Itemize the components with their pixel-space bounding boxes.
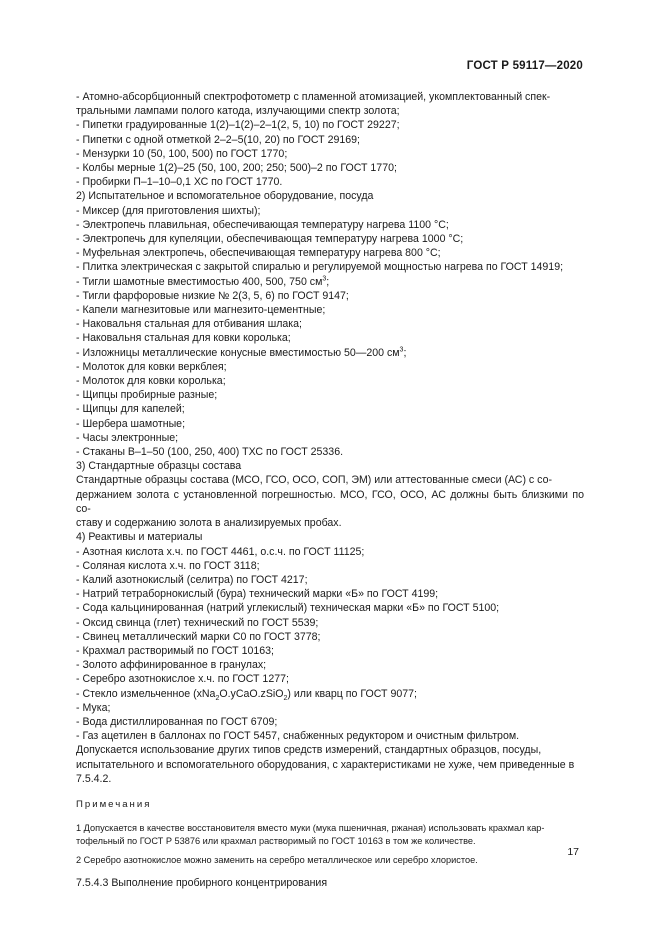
paragraph-line: 7.5.4.2.	[76, 772, 112, 785]
list-item: - Тигли фарфоровые низкие № 2(3, 5, 6) по ГОСТ 9147;	[76, 289, 349, 302]
note-2: 2 Серебро азотнокислое можно заменить на серебро металлическое или серебро хлористое.	[76, 854, 478, 865]
list-item: - Плитка электрическая с закрытой спиралью и регулируемой мощностью нагрева по ГОСТ 14919;	[76, 261, 564, 274]
list-item: - Серебро азотнокислое х.ч. по ГОСТ 1277;	[76, 673, 289, 686]
subscript: 2	[283, 694, 288, 702]
paragraph-line: испытательного и вспомогательного оборудования, с характеристиками не хуже, чем приведенные в	[76, 758, 575, 771]
subsection-title: 3) Стандартные образцы состава	[76, 460, 242, 473]
list-item: - Колбы мерные 1(2)–25 (50, 100, 200; 250; 500)–2 по ГОСТ 1770;	[76, 162, 397, 175]
subscript: 2	[215, 694, 220, 702]
notes-title: Примечания	[76, 798, 152, 810]
list-item: - Вода дистиллированная по ГОСТ 6709;	[76, 715, 278, 728]
document-header: ГОСТ Р 59117—2020	[466, 60, 583, 72]
list-item: - Азотная кислота х.ч. по ГОСТ 4461, о.с.ч. по ГОСТ 11125;	[76, 545, 365, 558]
list-item: - Миксер (для приготовления шихты);	[76, 204, 261, 217]
list-item: - Натрий тетраборнокислый (бура) технический марки «Б» по ГОСТ 4199;	[76, 588, 439, 601]
list-item: - Газ ацетилен в баллонах по ГОСТ 5457, снабженных редуктором и очистным фильтром.	[76, 730, 520, 743]
note-line: тофельный по ГОСТ Р 53876 или крахмал растворимый по ГОСТ 10163 в том же количестве.	[76, 835, 476, 846]
list-item: - Наковальня стальная для отбивания шлака;	[76, 318, 302, 331]
list-item: - Сода кальцинированная (натрий углекислый) техническая марки «Б» по ГОСТ 5100;	[76, 602, 500, 615]
note-1	[76, 822, 584, 848]
formula-part: - Стекло измельченное (xNa	[76, 687, 216, 700]
paragraph-line: Стандартные образцы состава (МСО, ГСО, ОСО, СОП, ЭМ) или аттестованные смеси (АС) с со-	[76, 474, 552, 487]
list-item: - Шербера шамотные;	[76, 417, 186, 430]
list-item-text: - Тигли шамотные вместимостью 400, 500, 750 см	[76, 275, 323, 288]
page-number: 17	[567, 846, 579, 858]
document-body	[76, 90, 584, 890]
list-item: - Капели магнезитовые или магнезито-цементные;	[76, 304, 326, 317]
subsection-title: 4) Реактивы и материалы	[76, 531, 203, 544]
note-line: 1 Допускается в качестве восстановителя вместо муки (мука пшеничная, ржаная) использовать крахмал кар-	[76, 822, 545, 833]
list-item: - Пипетки градуированные 1(2)–1(2)–2–1(2, 5, 10) по ГОСТ 29227;	[76, 119, 400, 132]
list-item-end: ;	[326, 275, 330, 288]
list-item: - Стаканы В–1–50 (100, 250, 400) ТХС по ГОСТ 25336.	[76, 446, 344, 459]
superscript: 3	[399, 346, 404, 354]
list-item	[76, 275, 584, 289]
list-item: - Электропечь для купеляции, обеспечивающая температуру нагрева 1000 °С;	[76, 233, 464, 246]
formula-part: ) или кварц по ГОСТ 9077;	[287, 687, 417, 700]
list-item	[76, 346, 584, 360]
list-item: - Калий азотнокислый (селитра) по ГОСТ 4217;	[76, 573, 308, 586]
text-line: тральными лампами полого катода, излучающими спектр золота;	[76, 105, 400, 118]
list-item: - Наковальня стальная для ковки королька;	[76, 332, 291, 345]
list-item: - Соляная кислота х.ч. по ГОСТ 3118;	[76, 559, 260, 572]
list-item: - Мука;	[76, 701, 111, 714]
list-item: - Молоток для ковки королька;	[76, 375, 226, 388]
list-item: - Молоток для ковки веркблея;	[76, 360, 227, 373]
formula-part: O.yCaO.zSiO	[219, 687, 284, 700]
paragraph-line: ставу и содержанию золота в анализируемых пробах.	[76, 517, 342, 530]
list-item: - Пипетки с одной отметкой 2–2–5(10, 20) по ГОСТ 29169;	[76, 133, 360, 146]
section-heading: 7.5.4.3 Выполнение пробирного концентрирования	[76, 876, 328, 889]
list-item-end: ;	[403, 346, 407, 359]
list-item: - Пробирки П–1–10–0,1 ХС по ГОСТ 1770.	[76, 176, 283, 189]
paragraph-line: Допускается использование других типов средств измерений, стандартных образцов, посуды,	[76, 744, 542, 757]
list-item: - Оксид свинца (глет) технический по ГОСТ 5539;	[76, 616, 319, 629]
list-item: - Крахмал растворимый по ГОСТ 10163;	[76, 644, 274, 657]
superscript: 3	[322, 275, 327, 283]
list-item: - Часы электронные;	[76, 431, 179, 444]
text-line: - Атомно-абсорбционный спектрофотометр с пламенной атомизацией, укомплектованный спек-	[76, 91, 551, 103]
list-item: - Муфельная электропечь, обеспечивающая температуру нагрева 800 °С;	[76, 247, 441, 260]
paragraph-line: держанием золота с установленной погрешностью. МСО, ГСО, ОСО, АС должны быть близкими по со-	[76, 488, 584, 515]
list-item: - Щипцы пробирные разные;	[76, 389, 218, 402]
subsection-title: 2) Испытательное и вспомогательное оборудование, посуда	[76, 190, 374, 203]
list-item: - Мензурки 10 (50, 100, 500) по ГОСТ 1770;	[76, 147, 288, 160]
list-item: - Электропечь плавильная, обеспечивающая температуру нагрева 1100 °С;	[76, 218, 449, 231]
list-item: - Золото аффинированное в гранулах;	[76, 659, 267, 672]
list-item: - Свинец металлический марки С0 по ГОСТ 3778;	[76, 630, 321, 643]
list-item	[76, 687, 584, 701]
list-item-text: - Изложницы металлические конусные вместимостью 50—200 см	[76, 346, 400, 359]
list-item: - Щипцы для капелей;	[76, 403, 185, 416]
